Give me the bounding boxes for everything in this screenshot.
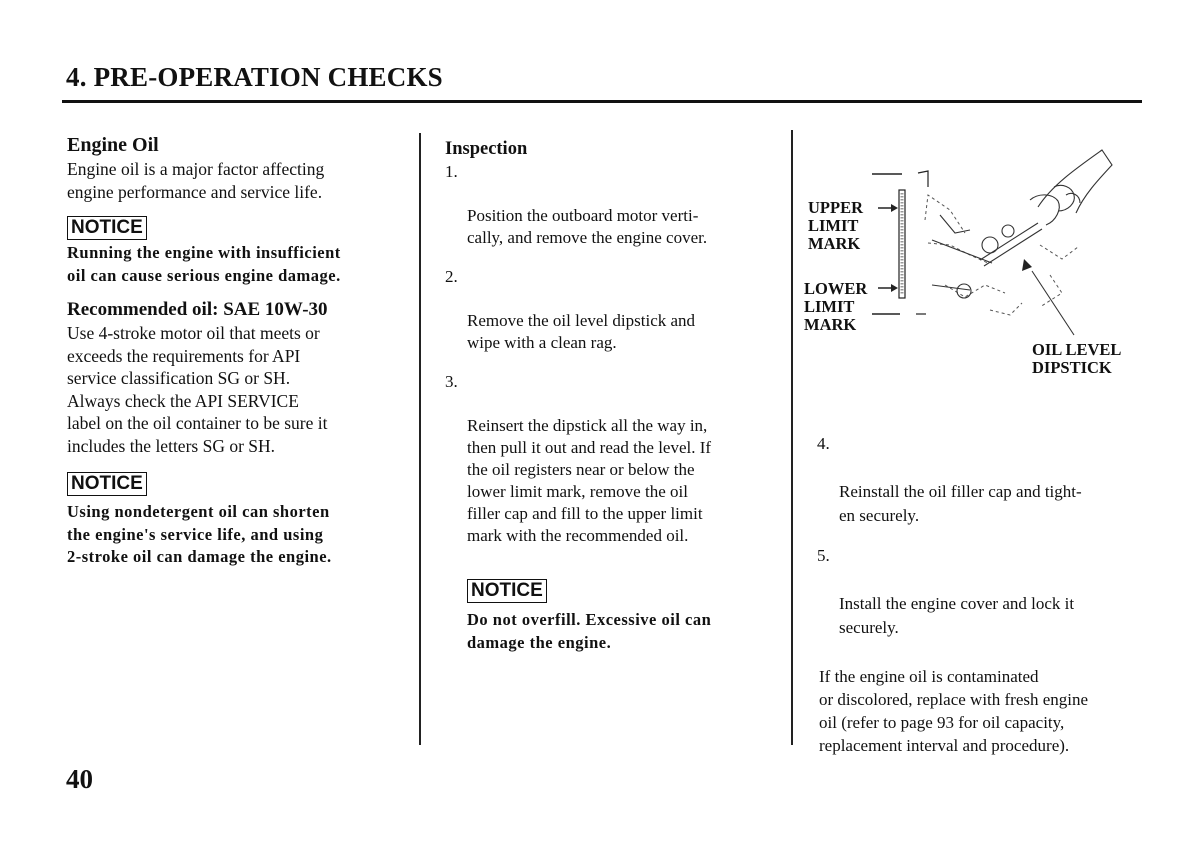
lower-limit-mark-label: LOWER LIMIT MARK <box>804 279 868 334</box>
step-text: Install the engine cover and lock it securely. <box>839 594 1075 637</box>
inspection-step-4 <box>817 432 1147 528</box>
notice-badge: NOTICE <box>67 472 147 496</box>
recommended-oil-text: Use 4-stroke motor oil that meets or exceeds the requirements for API service classification SG or SH. Always check the API SERVICE label on the oil container to be sure it includes the letters SG or SH. <box>67 323 328 456</box>
notice-text-insufficient-oil: Running the engine with insufficient oil can cause serious engine damage. <box>67 243 341 285</box>
title-rule <box>62 100 1142 103</box>
oil-dipstick-diagram <box>800 135 1150 385</box>
notice-block-insufficient-oil <box>67 216 407 240</box>
notice-badge: NOTICE <box>67 216 147 240</box>
column-divider-right <box>791 130 793 745</box>
notice-text-nondetergent: Using nondetergent oil can shorten the engine's service life, and using 2-stroke oil can damage the engine. <box>67 502 332 566</box>
upper-limit-mark-label: UPPER LIMIT MARK <box>808 198 863 253</box>
right-column <box>817 432 1147 757</box>
notice-badge: NOTICE <box>467 579 547 603</box>
inspection-step-5 <box>817 544 1147 640</box>
contaminated-oil-note: If the engine oil is contaminated or discolored, replace with fresh engine oil (refer to page 93 for oil capacity, replacement interval and procedure). <box>819 667 1089 755</box>
step-number: 4. <box>817 434 830 453</box>
middle-column <box>445 138 775 654</box>
step-text: Remove the oil level dipstick and wipe with a clean rag. <box>467 311 696 352</box>
step-number: 1. <box>445 162 458 181</box>
page-number: 40 <box>66 764 93 794</box>
notice-text-overfill: Do not overfill. Excessive oil can damage the engine. <box>467 610 712 652</box>
inspection-step-1 <box>445 161 775 249</box>
oil-level-dipstick-label: OIL LEVEL DIPSTICK <box>1032 340 1122 377</box>
inspection-step-2 <box>445 266 775 354</box>
inspection-step-3 <box>445 371 775 547</box>
engine-oil-intro: Engine oil is a major factor affecting engine performance and service life. <box>67 159 325 202</box>
inspection-heading: Inspection <box>445 139 528 159</box>
step-text: Reinstall the oil filler cap and tight- en securely. <box>839 482 1082 525</box>
column-divider-left <box>419 133 421 745</box>
step-text: Position the outboard motor verti- cally, and remove the engine cover. <box>467 206 708 247</box>
step-text: Reinsert the dipstick all the way in, then pull it out and read the level. If the oil registers near or below the lower limit mark, remove the oil filler cap and fill to the upper limit mark with the recommended oil. <box>467 416 712 545</box>
step-number: 2. <box>445 267 458 286</box>
step-number: 3. <box>445 372 458 391</box>
recommended-oil-heading: Recommended oil: SAE 10W-30 <box>67 299 328 320</box>
notice-block-nondetergent <box>67 472 407 496</box>
page-title: 4. PRE-OPERATION CHECKS <box>66 62 443 92</box>
left-column <box>67 133 407 569</box>
notice-block-overfill <box>445 579 775 603</box>
step-number: 5. <box>817 546 830 565</box>
engine-oil-heading: Engine Oil <box>67 134 159 156</box>
